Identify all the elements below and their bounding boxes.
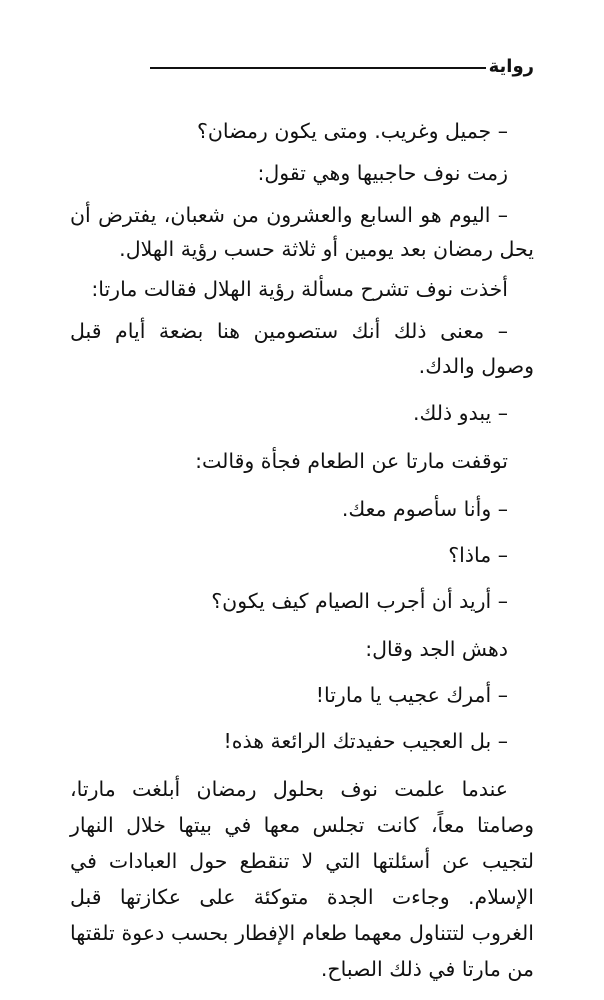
text-line: وصامتا معاً، كانت تجلس معها في بيتها خلال النهار xyxy=(70,813,534,837)
text-line: لتجيب عن أسئلتها التي لا تنقطع حول العبادات في xyxy=(70,849,534,873)
text-line: – يبدو ذلك. xyxy=(412,401,508,425)
text-line: توقفت مارتا عن الطعام فجأة وقالت: xyxy=(195,449,508,473)
section-title: رواية xyxy=(488,56,534,77)
text-line: دهش الجد وقال: xyxy=(365,637,508,661)
text-line: – أريد أن أجرب الصيام كيف يكون؟ xyxy=(211,589,508,613)
text-line: – ماذا؟ xyxy=(448,543,508,567)
text-line: – معنى ذلك أنك ستصومين هنا بضعة أيام قبل xyxy=(70,319,508,343)
text-line: – اليوم هو السابع والعشرون من شعبان، يفترض أن xyxy=(70,203,508,227)
text-line: – وأنا سأصوم معك. xyxy=(341,497,508,521)
text-line: يحل رمضان بعد يومين أو ثلاثة حسب رؤية الهلال. xyxy=(119,237,534,261)
text-line: – جميل وغريب. ومتى يكون رمضان؟ xyxy=(196,119,508,143)
running-header xyxy=(150,52,534,82)
text-line: – بل العجيب حفيدتك الرائعة هذه! xyxy=(223,729,508,753)
header-rule xyxy=(150,67,486,69)
text-line: الغروب لتتناول معهما طعام الإفطار بحسب دعوة تلقتها xyxy=(70,921,534,945)
text-line: أخذت نوف تشرح مسألة رؤية الهلال فقالت مارتا: xyxy=(91,277,508,301)
text-line: – أمرك عجيب يا مارتا! xyxy=(315,683,508,707)
text-line: وصول والدك. xyxy=(418,354,534,378)
text-line: الإسلام. وجاءت الجدة متوكئة على عكازتها قبل xyxy=(70,885,534,909)
text-line: عندما علمت نوف بحلول رمضان أبلغت مارتا، xyxy=(70,777,508,801)
text-line: من مارتا في ذلك الصباح. xyxy=(320,957,534,981)
text-line: زمت نوف حاجبيها وهي تقول: xyxy=(257,161,508,185)
